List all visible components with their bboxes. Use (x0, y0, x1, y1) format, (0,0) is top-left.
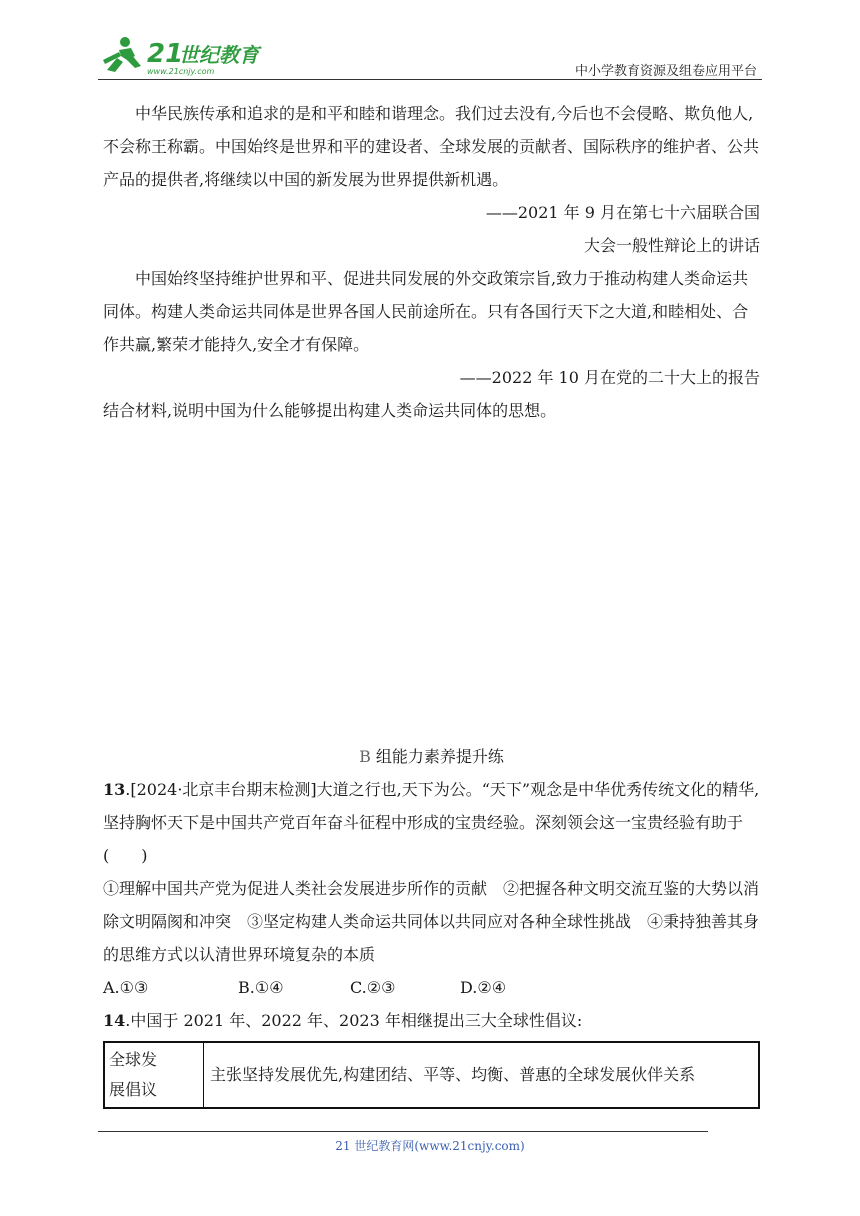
header-divider (98, 79, 762, 80)
question-13-options (103, 971, 760, 1004)
section-b-block (103, 740, 760, 1109)
table-cell-name-line2: 展倡议 (109, 1080, 158, 1099)
footer-divider (98, 1131, 708, 1132)
question-13-items: ①理解中国共产党为促进人类社会发展进步所作的贡献 ②把握各种文明交流互鉴的大势以消除文明隔阂和冲突 ③坚定构建人类命运共同体以共同应对各种全球性挑战 ④秉持独善其身的思维方式以认清世界环境复杂的本质 (103, 879, 760, 964)
passage-source-1-line2: 大会一般性辩论上的讲话 (583, 236, 760, 255)
option-a[interactable]: A.①③ (103, 978, 149, 997)
section-title (103, 740, 760, 773)
passage-paragraph-1: 中华民族传承和追求的是和平和睦和谐理念。我们过去没有,今后也不会侵略、欺负他人,不会称王称霸。中国始终是世界和平的建设者、全球发展的贡献者、国际秩序的维护者、公共产品的提供者,将继续以中国的新发展为世界提供新机遇。 (103, 104, 760, 189)
question-13 (103, 773, 760, 872)
passage-question: 结合材料,说明中国为什么能够提出构建人类命运共同体的思想。 (103, 401, 557, 420)
platform-label: 中小学教育资源及组卷应用平台 (574, 64, 757, 79)
site-logo (95, 32, 265, 80)
svg-text:21: 21 (147, 39, 184, 69)
question-14 (103, 1004, 760, 1037)
option-b[interactable]: B.①④ (238, 978, 284, 997)
passage-paragraph-2: 中国始终坚持维护世界和平、促进共同发展的外交政策宗旨,致力于推动构建人类命运共同体。构建人类命运共同体是世界各国人民前途所在。只有各国行天下之大道,和睦相处、合作共赢,繁荣才能持久,安全才有保障。 (103, 269, 749, 354)
passage-source-2: ——2022 年 10 月在党的二十大上的报告 (459, 368, 760, 387)
section-letter: B (359, 747, 371, 766)
question-14-stem: .中国于 2021 年、2022 年、2023 年相继提出三大全球性倡议: (125, 1011, 583, 1030)
svg-text:www.21cnjy.com: www.21cnjy.com (147, 67, 215, 76)
question-13-number: 13 (103, 780, 126, 799)
initiatives-table (103, 1041, 760, 1109)
passage-source-1-line1: ——2021 年 9 月在第七十六届联合国 (485, 203, 760, 222)
table-cell-desc: 主张坚持发展优先,构建团结、平等、均衡、普惠的全球发展伙伴关系 (204, 1042, 760, 1108)
svg-text:世纪教育: 世纪教育 (179, 43, 259, 67)
question-14-number: 14 (103, 1011, 126, 1030)
question-13-stem: .[2024·北京丰台期末检测]大道之行也,天下为公。“天下”观念是中华优秀传统文化的精华,坚持胸怀天下是中国共产党百年奋斗征程中形成的宝贵经验。深刻领会这一宝贵经验有助于( ) (103, 780, 760, 865)
table-row (104, 1042, 759, 1108)
footer-text[interactable]: 21 世纪教育网(www.21cnjy.com) (335, 1139, 525, 1153)
table-cell-name-line1: 全球发 (109, 1050, 158, 1069)
table-cell-name (104, 1042, 204, 1108)
passage-block (103, 97, 760, 427)
section-title-text: 组能力素养提升练 (370, 747, 504, 766)
option-d[interactable]: D.②④ (460, 978, 507, 997)
option-c[interactable]: C.②③ (350, 978, 396, 997)
